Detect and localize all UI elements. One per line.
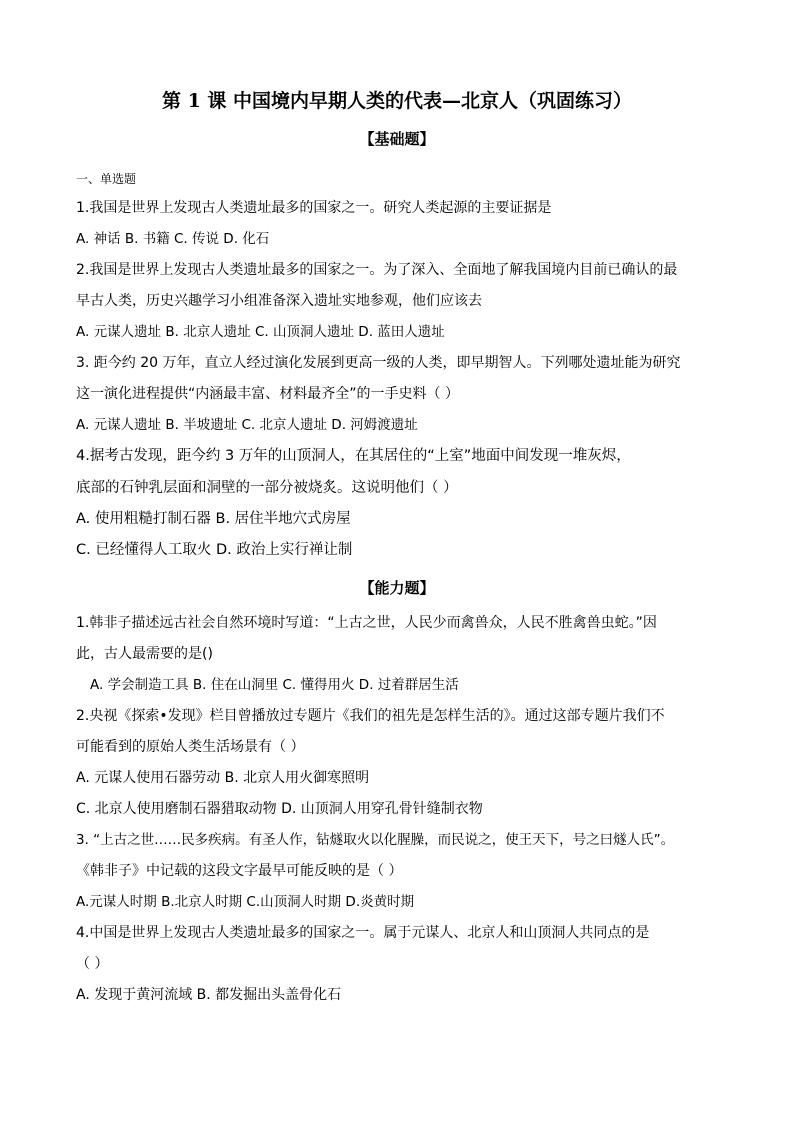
question-4-options-line1: A. 使用粗糙打制石器 B. 居住半地穴式房屋 [76, 511, 351, 527]
ability-question-2-options-line1: A. 元谋人使用石器劳动 B. 北京人用火御寒照明 [76, 770, 370, 786]
question-4-options-line2: C. 已经懂得人工取火 D. 政治上实行禅让制 [76, 542, 353, 558]
subheading-single-choice: 一、单选题 [76, 172, 137, 186]
ability-question-1-stem-line1: 1.韩非子描述远古社会自然环境时写道：“上古之世，人民少而禽兽众，人民不胜禽兽虫蛇。”因 [76, 615, 657, 631]
ability-question-1-options: A. 学会制造工具 B. 住在山洞里 C. 懂得用火 D. 过着群居生活 [90, 677, 459, 693]
ability-question-2-stem-line1: 2.央视《探索•发现》栏目曾播放过专题片《我们的祖先是怎样生活的》。通过这部专题片我们不 [76, 708, 665, 724]
question-2-stem-line1: 2.我国是世界上发现古人类遗址最多的国家之一。为了深入、全面地了解我国境内目前已确认的最 [76, 262, 678, 278]
ability-question-2-stem-line2: 可能看到的原始人类生活场景有（ ） [76, 739, 305, 755]
question-1-stem: 1.我国是世界上发现古人类遗址最多的国家之一。研究人类起源的主要证据是 [76, 200, 552, 216]
question-3-options: A. 元谋人遗址 B. 半坡遗址 C. 北京人遗址 D. 河姆渡遗址 [76, 417, 418, 433]
ability-question-3-options: A.元谋人时期 B.北京人时期 C.山顶洞人时期 D.炎黄时期 [76, 894, 415, 910]
question-2-stem-line2: 早古人类，历史兴趣学习小组准备深入遗址实地参观，他们应该去 [76, 293, 482, 309]
ability-question-3-stem-line1: 3. “上古之世……民多疾病。有圣人作，钻燧取火以化腥臊，而民说之，使王天下，号之曰燧人氏”。 [76, 832, 675, 848]
ability-question-2-options-line2: C. 北京人使用磨制石器猎取动物 D. 山顶洞人用穿孔骨针缝制衣物 [76, 801, 483, 817]
question-3-stem-line2: 这一演化进程提供“内涵最丰富、材料最齐全”的一手史料（ ） [76, 386, 459, 402]
page-title: 第 1 课 中国境内早期人类的代表—北京人（巩固练习） [161, 90, 633, 112]
ability-question-1-stem-line2: 此，古人最需要的是() [76, 646, 213, 662]
section-heading-basic: 【基础题】 [359, 130, 435, 148]
section-heading-ability: 【能力题】 [359, 579, 435, 597]
question-4-stem-line2: 底部的石钟乳层面和洞壁的一部分被烧炙。这说明他们（ ） [76, 480, 458, 496]
question-2-options: A. 元谋人遗址 B. 北京人遗址 C. 山顶洞人遗址 D. 蓝田人遗址 [76, 324, 445, 340]
question-4-stem-line1: 4.据考古发现，距今约 3 万年的山顶洞人，在其居住的“上室”地面中间发现一堆灰烬， [76, 448, 631, 464]
question-1-options: A. 神话 B. 书籍 C. 传说 D. 化石 [76, 231, 270, 247]
ability-question-4-stem-line2: （ ） [76, 956, 109, 972]
question-3-stem-line1: 3. 距今约 20 万年，直立人经过演化发展到更高一级的人类，即早期智人。下列哪处遗址能为研究 [76, 355, 681, 371]
ability-question-4-stem-line1: 4.中国是世界上发现古人类遗址最多的国家之一。属于元谋人、北京人和山顶洞人共同点的是 [76, 925, 650, 941]
ability-question-4-options-line1: A. 发现于黄河流域 B. 都发掘出头盖骨化石 [76, 987, 342, 1003]
ability-question-3-stem-line2: 《韩非子》中记载的这段文字最早可能反映的是（ ） [76, 863, 403, 879]
